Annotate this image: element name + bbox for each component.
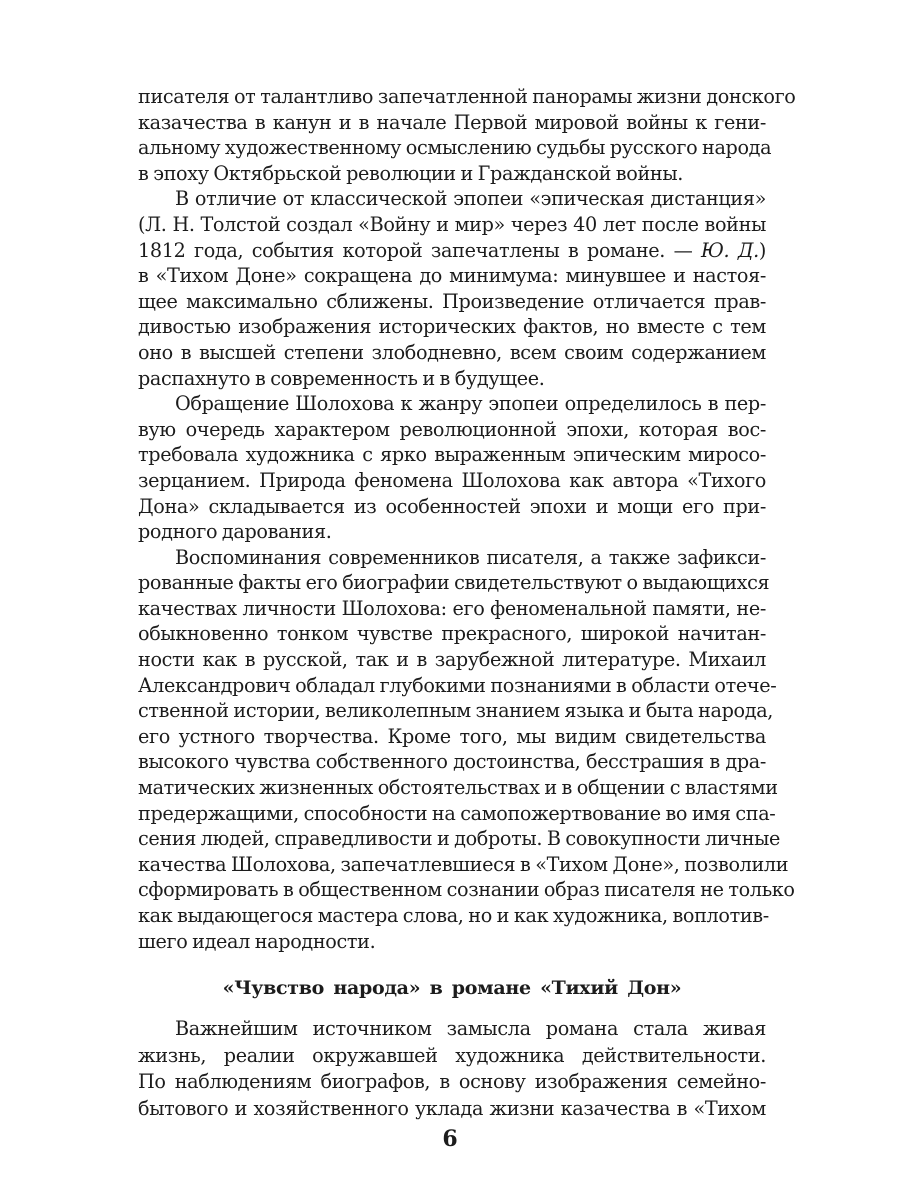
- text-line: жизнь, реалии окружавшей художника действительности.: [138, 1043, 766, 1067]
- text-line: его устного творчества. Кроме того, мы видим свидетельства: [138, 724, 766, 748]
- page-body: [138, 84, 796, 954]
- text-line: Обращение Шолохова к жанру эпопеи определилось в пер-: [175, 392, 766, 416]
- paragraph-personality: [138, 545, 795, 955]
- text-line: щее максимально сближены. Произведение отличается прав-: [138, 289, 766, 313]
- text-line: казачества в канун и в начале Первой мировой войны к гени-: [138, 110, 766, 134]
- text-line: вую очередь характером революционной эпохи, которая вос-: [138, 417, 766, 441]
- section-body: [138, 1016, 766, 1122]
- text-line: шего идеал народности.: [138, 929, 376, 953]
- text-line: в эпоху Октябрьской революции и Гражданской войны.: [138, 161, 683, 185]
- text-line: зерцанием. Природа феномена Шолохова как автора «Тихого: [138, 468, 766, 492]
- text-line: качествах личности Шолохова: его феноменальной памяти, не-: [138, 596, 766, 620]
- paragraph-epic-distance: [138, 186, 766, 391]
- paragraph-continuation: [138, 84, 796, 186]
- text-line: дивостью изображения исторических фактов, но вместе с тем: [138, 315, 766, 339]
- text-line: бытового и хозяйственного уклада жизни казачества в «Тихом: [138, 1096, 766, 1120]
- text-line: как выдающегося мастера слова, но и как художника, воплотив-: [138, 904, 769, 927]
- text-line: Дона» складывается из особенностей эпохи и мощи его при-: [138, 494, 766, 518]
- text-line: матических жизненных обстоятельствах и в общении с властями: [138, 776, 778, 800]
- text-line: распахнуто в современность и в будущее.: [138, 366, 545, 390]
- text-line: требовала художника с ярко выраженным эпическим миросо-: [138, 443, 766, 467]
- text-line: 1812 года, события которой запечатлены в романе. — Ю. Д.): [138, 238, 766, 262]
- text-line: Важнейшим источником замысла романа стала живая: [175, 1017, 766, 1040]
- text-line: ственной истории, великолепным знанием языка и быта народа,: [138, 699, 774, 723]
- text-line: родного дарования.: [138, 520, 332, 544]
- text-line: писателя от талантливо запечатленной панорамы жизни донского: [138, 85, 796, 108]
- editor-initials: Ю. Д.: [701, 238, 759, 262]
- text-line: По наблюдениям биографов, в основу изображения семейно-: [138, 1070, 766, 1093]
- text-line: сформировать в общественном сознании образ писателя не только: [138, 878, 795, 902]
- text-line: Воспоминания современников писателя, а также зафикси-: [175, 545, 766, 569]
- text-line: обыкновенно тонком чувстве прекрасного, широкой начитан-: [138, 622, 766, 646]
- text-line: оно в высшей степени злободневно, всем своим содержанием: [138, 340, 766, 364]
- text-line: предержащими, способности на самопожертвование во имя спа-: [138, 801, 776, 825]
- text-line: качества Шолохова, запечатлевшиеся в «Тихом Доне», позволили: [138, 852, 789, 876]
- page-number: 6: [442, 1126, 458, 1152]
- text-line: ности как в русской, так и в зарубежной литературе. Михаил: [138, 648, 766, 672]
- text-line: рованные факты его биографии свидетельствуют о выдающихся: [138, 571, 770, 595]
- text-line: Александрович обладал глубокими познаниями в области отече-: [138, 673, 777, 697]
- section-heading: «Чувство народа» в романе «Тихий Дон»: [222, 977, 682, 999]
- text-line: альному художественному осмыслению судьбы русского народа: [138, 136, 772, 160]
- text-line: высокого чувства собственного достоинства, бесстрашия в дра-: [138, 750, 766, 774]
- text-line: В отличие от классической эпопеи «эпическая дистанция»: [175, 187, 766, 211]
- text-line: в «Тихом Доне» сокращена до минимума: минувшее и настоя-: [138, 264, 766, 288]
- paragraph-epic-genre: [138, 391, 766, 545]
- text-line: (Л. Н. Толстой создал «Войну и мир» через 40 лет после войны: [138, 212, 766, 236]
- paragraph-sources: [138, 1016, 766, 1122]
- text-line: сения людей, справедливости и доброты. В совокупности личные: [138, 827, 781, 851]
